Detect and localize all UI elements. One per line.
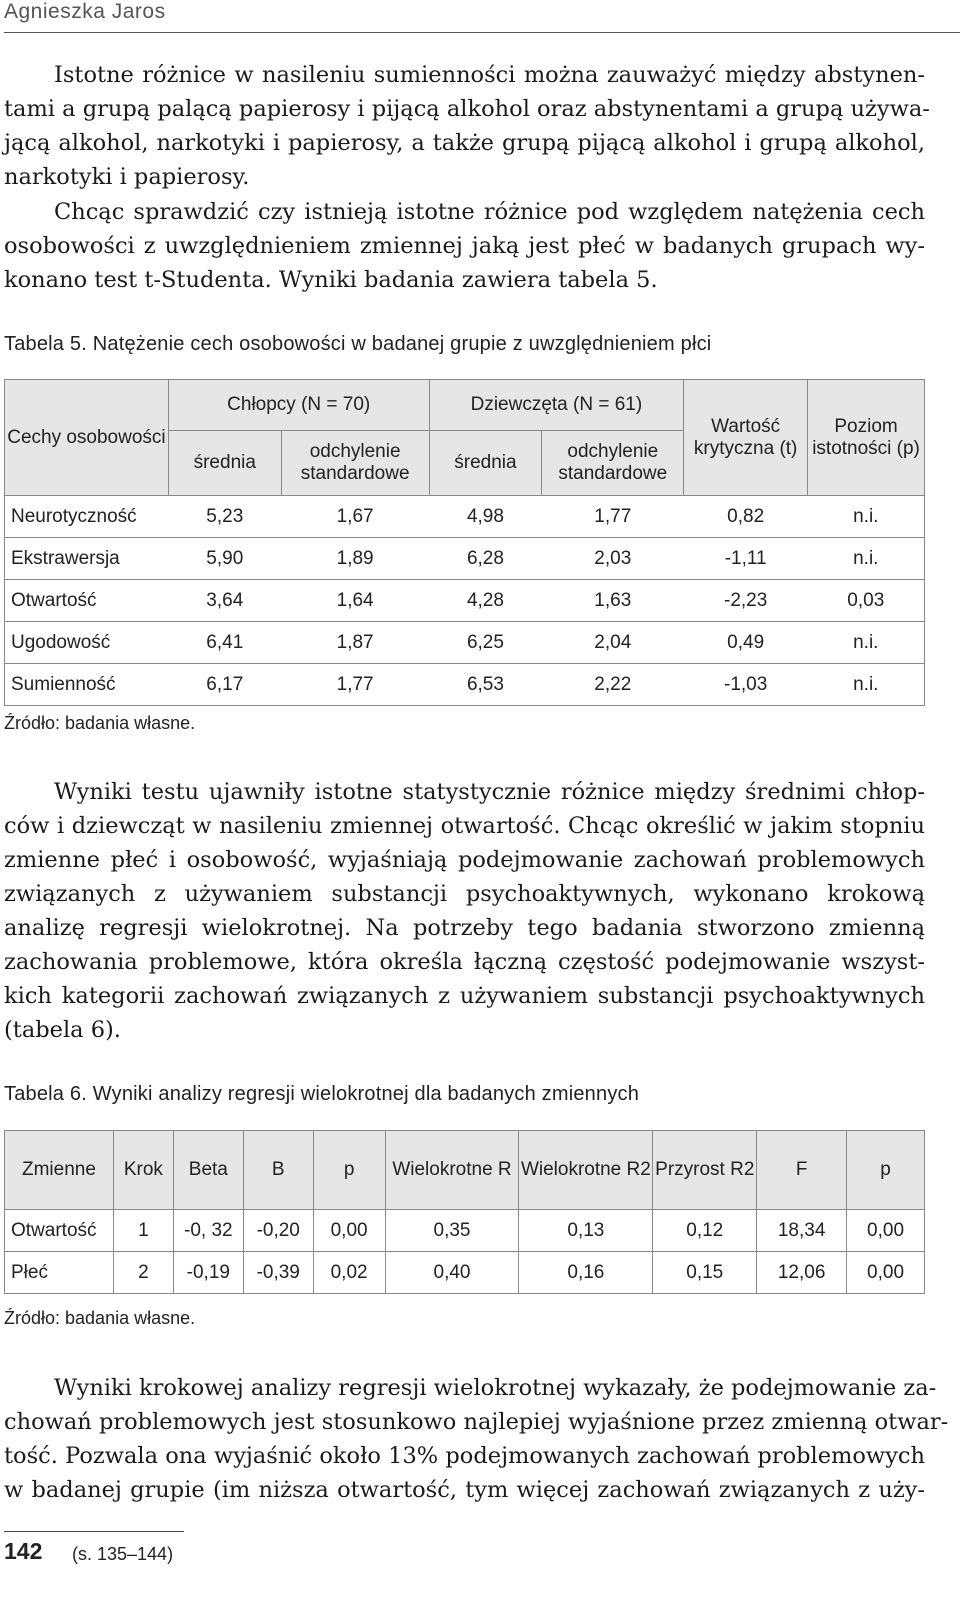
table-cell: 0,82 xyxy=(684,496,808,538)
header-girls: Dziewczęta (N = 61) xyxy=(429,380,684,431)
table-cell: 2,04 xyxy=(542,622,684,664)
text-line: związanych z używaniem substancji psychoaktywnych, wykonano krokową xyxy=(4,881,925,907)
text-line: ców i dziewcząt w nasileniu zmiennej otwartość. Chcąc określić w jakim stopniu xyxy=(4,813,925,839)
text-line: kich kategorii zachowań związanych z używaniem substancji psychoaktywnych xyxy=(4,983,925,1009)
table-cell: 2 xyxy=(113,1252,173,1294)
header-cell: Zmienne xyxy=(5,1131,114,1210)
header-boys-sd: odchylenie standardowe xyxy=(281,431,429,496)
table-cell: n.i. xyxy=(808,496,925,538)
header-cell: p xyxy=(847,1131,925,1210)
paragraph-1 xyxy=(4,58,930,194)
header-cell: Wielokrotne R xyxy=(385,1131,519,1210)
table-cell: Ugodowość xyxy=(5,622,169,664)
table-row xyxy=(5,1252,925,1294)
header-cell: B xyxy=(243,1131,313,1210)
header-cell: F xyxy=(757,1131,847,1210)
table-cell: 5,23 xyxy=(168,496,281,538)
header-cell: p xyxy=(313,1131,385,1210)
text-line: Wyniki testu ujawniły istotne statystycznie różnice między średnimi chłop- xyxy=(54,779,925,805)
header-boys-mean: średnia xyxy=(168,431,281,496)
text-line: osobowości z uwzględnieniem zmiennej jaką jest płeć w badanych grupach wy- xyxy=(4,233,925,259)
table-cell: 4,98 xyxy=(429,496,542,538)
table-cell: 6,25 xyxy=(429,622,542,664)
header-cell: Przyrost R2 xyxy=(653,1131,757,1210)
table6-caption: Tabela 6. Wyniki analizy regresji wielokrotnej dla badanych zmiennych xyxy=(4,1083,640,1105)
table5 xyxy=(4,379,925,706)
header-cell: Beta xyxy=(173,1131,243,1210)
table-cell: Sumienność xyxy=(5,664,169,706)
table-row xyxy=(5,580,925,622)
table-cell: 1,64 xyxy=(281,580,429,622)
footer-rule xyxy=(4,1531,184,1532)
table-cell: 0,00 xyxy=(313,1210,385,1252)
text-line: (tabela 6). xyxy=(4,1017,121,1043)
table-cell: -1,03 xyxy=(684,664,808,706)
table-cell: 0,40 xyxy=(385,1252,519,1294)
table-cell: 2,03 xyxy=(542,538,684,580)
text-line: Wyniki krokowej analizy regresji wielokrotnej wykazały, że podejmowanie za- xyxy=(54,1375,937,1401)
table-row xyxy=(5,1210,925,1252)
header-girls-mean: średnia xyxy=(429,431,542,496)
text-line: jącą alkohol, narkotyki i papierosy, a także grupą pijącą alkohol i grupą alkohol, xyxy=(4,130,925,156)
table-row xyxy=(5,496,925,538)
text-line: Istotne różnice w nasileniu sumienności można zauważyć między abstynen- xyxy=(54,62,925,88)
text-line: w badanej grupie (im niższa otwartość, tym więcej zachowań związanych z uży- xyxy=(4,1477,925,1503)
page-range: (s. 135–144) xyxy=(72,1544,174,1564)
table-cell: 0,12 xyxy=(653,1210,757,1252)
table-cell: Otwartość xyxy=(5,1210,114,1252)
paragraph-3 xyxy=(4,775,925,1047)
table-cell: 1 xyxy=(113,1210,173,1252)
text-line: narkotyki i papierosy. xyxy=(4,164,250,190)
table-cell: 6,53 xyxy=(429,664,542,706)
header-wartosc: Wartość krytyczna (t) xyxy=(684,380,808,496)
header-cechy: Cechy osobowości xyxy=(5,380,169,496)
table-cell: 18,34 xyxy=(757,1210,847,1252)
table-cell: 6,17 xyxy=(168,664,281,706)
table-cell: 1,77 xyxy=(281,664,429,706)
text-line: tość. Pozwala ona wyjaśnić około 13% podejmowanych zachowań problemowych xyxy=(4,1443,925,1469)
table-cell: n.i. xyxy=(808,622,925,664)
table-cell: n.i. xyxy=(808,538,925,580)
table-cell: 1,63 xyxy=(542,580,684,622)
header-boys: Chłopcy (N = 70) xyxy=(168,380,429,431)
table5-caption: Tabela 5. Natężenie cech osobowości w badanej grupie z uwzględnieniem płci xyxy=(4,333,712,355)
table-cell: 12,06 xyxy=(757,1252,847,1294)
table-cell: 0,49 xyxy=(684,622,808,664)
table-cell: 1,67 xyxy=(281,496,429,538)
table-cell: 0,15 xyxy=(653,1252,757,1294)
table-cell: 0,02 xyxy=(313,1252,385,1294)
table-cell: -0,39 xyxy=(243,1252,313,1294)
table-cell: 0,35 xyxy=(385,1210,519,1252)
table6 xyxy=(4,1130,925,1294)
table6-source: Źródło: badania własne. xyxy=(4,1308,196,1328)
table-cell: 0,16 xyxy=(519,1252,653,1294)
table-cell: 0,03 xyxy=(808,580,925,622)
table-cell: 5,90 xyxy=(168,538,281,580)
table-row xyxy=(5,622,925,664)
table-cell: Otwartość xyxy=(5,580,169,622)
table-cell: n.i. xyxy=(808,664,925,706)
table-cell: 6,41 xyxy=(168,622,281,664)
table-cell: -0,19 xyxy=(173,1252,243,1294)
text-line: chowań problemowych jest stosunkowo najlepiej wyjaśnione przez zmienną otwar- xyxy=(4,1409,949,1435)
header-girls-sd: odchylenie standardowe xyxy=(542,431,684,496)
table-cell: Ekstrawersja xyxy=(5,538,169,580)
table-cell: 0,00 xyxy=(847,1210,925,1252)
table-cell: 0,13 xyxy=(519,1210,653,1252)
table-row xyxy=(5,538,925,580)
header-poziom: Poziom istotności (p) xyxy=(808,380,925,496)
header-cell: Krok xyxy=(113,1131,173,1210)
table-cell: -0, 32 xyxy=(173,1210,243,1252)
table-cell: 6,28 xyxy=(429,538,542,580)
table-cell: -1,11 xyxy=(684,538,808,580)
text-line: Chcąc sprawdzić czy istnieją istotne różnice pod względem natężenia cech xyxy=(54,199,925,225)
paragraph-2 xyxy=(4,195,925,297)
text-line: konano test t-Studenta. Wyniki badania zawiera tabela 5. xyxy=(4,267,658,293)
text-line: zmienne płeć i osobowość, wyjaśniają podejmowanie zachowań problemowych xyxy=(4,847,925,873)
header-cell: Wielokrotne R2 xyxy=(519,1131,653,1210)
table-cell: -0,20 xyxy=(243,1210,313,1252)
header-rule xyxy=(4,32,960,33)
table-cell: Płeć xyxy=(5,1252,114,1294)
table-row xyxy=(5,664,925,706)
page-number: 142 xyxy=(4,1538,43,1564)
table-cell: 2,22 xyxy=(542,664,684,706)
table-cell: -2,23 xyxy=(684,580,808,622)
table5-source: Źródło: badania własne. xyxy=(4,713,196,733)
table-cell: Neurotyczność xyxy=(5,496,169,538)
text-line: zachowania problemowe, która określa łączną częstość podejmowanie wszyst- xyxy=(4,949,925,975)
table-cell: 1,77 xyxy=(542,496,684,538)
table-cell: 1,87 xyxy=(281,622,429,664)
table-cell: 1,89 xyxy=(281,538,429,580)
text-line: tami a grupą palącą papierosy i pijącą alkohol oraz abstynentami a grupą używa- xyxy=(4,96,930,122)
table-cell: 4,28 xyxy=(429,580,542,622)
table-cell: 3,64 xyxy=(168,580,281,622)
paragraph-4 xyxy=(4,1371,949,1507)
text-line: analizę regresji wielokrotnej. Na potrzeby tego badania stworzono zmienną xyxy=(4,915,925,941)
table-cell: 0,00 xyxy=(847,1252,925,1294)
running-header-author: Agnieszka Jaros xyxy=(4,0,166,23)
